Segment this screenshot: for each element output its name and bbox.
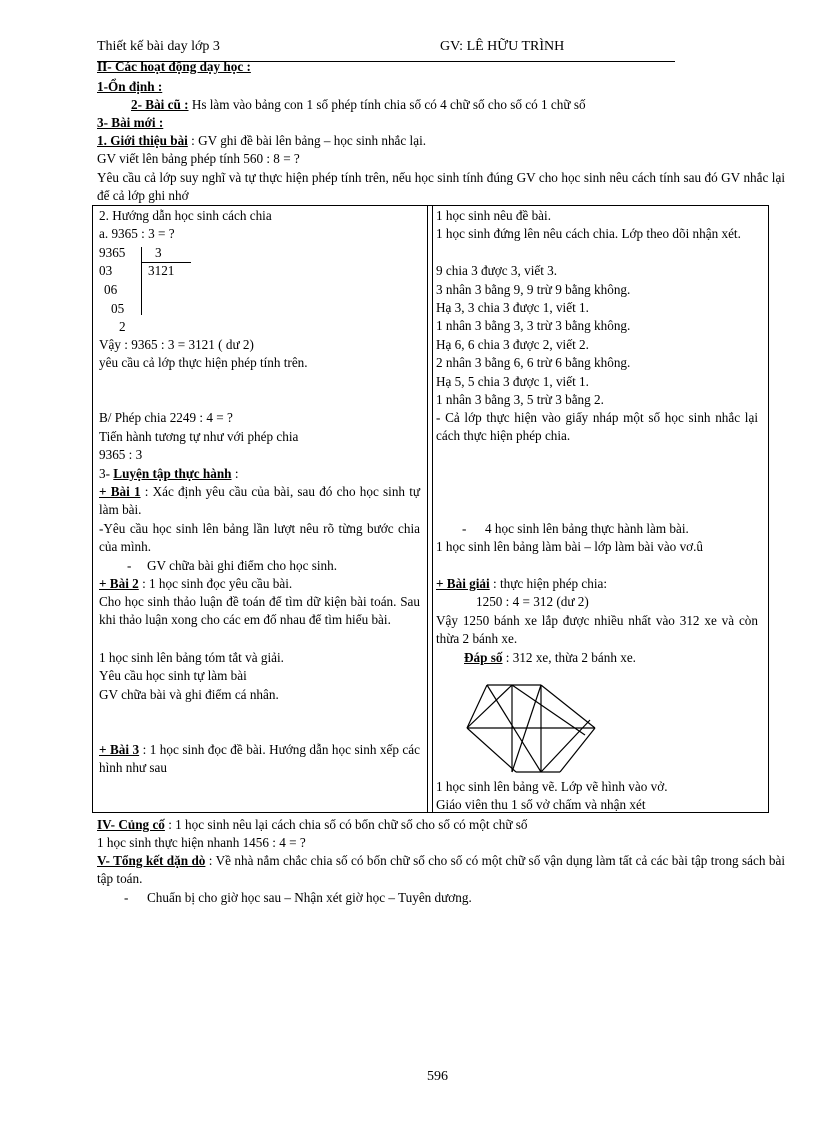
bai-cu-line	[131, 96, 586, 114]
table-divider-right	[432, 206, 433, 812]
r-dap-so-text: : 312 xe, thừa 2 bánh xe.	[502, 650, 636, 665]
r-dap-so-label: Đáp số	[464, 650, 503, 665]
tong-ket-text: : Về nhà nắm chắc chia số có bốn chữ số cho số có một chữ số vận dụng làm tất cả các bài tập trong sách bài tập toán.	[97, 853, 785, 886]
bai-2-b: Cho học sinh thảo luận đề toán để tìm dữ kiện bài toán. Sau khi thảo luận xong cho các em đố nhau để tìm hiểu bài.	[99, 594, 420, 627]
bai-1-text: : Xác định yêu cầu của bài, sau đó cho học sinh tự làm bài.	[99, 484, 421, 517]
figure-left-lower	[467, 728, 516, 772]
tong-ket-label: V- Tổng kết dặn dò	[97, 853, 206, 868]
cung-co-label: IV- Củng cố	[97, 817, 165, 832]
luyen-tap-line	[99, 465, 238, 483]
division-remainder-3: 05	[111, 301, 125, 316]
division-vertical-bar	[141, 247, 142, 315]
r-step-6: 2 nhân 3 bằng 6, 6 trừ 6 bằng không.	[436, 355, 631, 370]
r-calc: 1250 : 4 = 312 (dư 2)	[476, 594, 589, 609]
r-bai-giai	[436, 575, 607, 593]
gv-viet: GV viết lên bảng phép tính 560 : 8 = ?	[97, 151, 300, 166]
tien-hanh-2: 9365 : 3	[99, 447, 143, 462]
phep-chia-b: B/ Phép chia 2249 : 4 = ?	[99, 410, 233, 425]
tong-ket	[97, 852, 785, 888]
bai-3	[99, 741, 420, 777]
bai-3-label: + Bài 3	[99, 742, 140, 757]
bai-cu-label: 2- Bài cũ :	[131, 97, 189, 112]
table-divider-left	[427, 206, 428, 812]
yeu-cau-ca-lop: yêu cầu cả lớp thực hiện phép tính trên.	[99, 355, 308, 370]
header-left: Thiết kế bài day lớp 3	[97, 39, 220, 54]
bai-3-text: : 1 học sinh đọc đề bài. Hướng dẫn học sinh xếp các hình như sau	[99, 742, 420, 775]
r-step-7: Hạ 5, 5 chia 3 được 1, viết 1.	[436, 374, 589, 389]
r-ca-lop: - Cả lớp thực hiện vào giấy nháp một số học sinh nhắc lại cách thực hiện phép chia.	[436, 410, 758, 443]
vay-ket-qua: Vậy : 9365 : 3 = 3121 ( dư 2)	[99, 337, 254, 352]
division-remainder-2: 06	[104, 282, 118, 297]
luyen-tap-suffix: :	[231, 466, 239, 481]
gioi-thieu-line	[97, 132, 426, 150]
header-right: GV: LÊ HỮU TRÌNH	[440, 39, 565, 54]
r-4hs-dash: -	[462, 521, 467, 536]
chuan-bi: Chuẩn bị cho giờ học sau – Nhận xét giờ học – Tuyên dương.	[147, 890, 472, 905]
luyen-tap-prefix: 3-	[99, 466, 114, 481]
gioi-thieu-text: : GV ghi đề bài lên bảng – học sinh nhắc lại.	[187, 133, 427, 148]
r-ve-1: 1 học sinh lên bảng vẽ. Lớp vẽ hình vào vở.	[436, 779, 668, 794]
on-dinh: 1-Ổn định :	[97, 79, 163, 94]
r-step-1: 9 chia 3 được 3, viết 3.	[436, 263, 558, 278]
figure-diagonal-2	[467, 685, 512, 728]
r-step-5: Hạ 6, 6 chia 3 được 2, viết 2.	[436, 337, 589, 352]
huong-dan: 2. Hướng dẫn học sinh cách chia	[99, 208, 272, 223]
bai-2-text: : 1 học sinh đọc yêu cầu bài.	[138, 576, 293, 591]
r-4hs: 4 học sinh lên bảng thực hành làm bài.	[485, 521, 689, 536]
page-number: 596	[427, 1069, 448, 1084]
cung-co	[97, 816, 528, 834]
bai-1-c: GV chữa bài ghi điểm cho học sinh.	[147, 558, 338, 573]
bai-1-c-dash: -	[127, 558, 132, 573]
division-quotient: 3121	[148, 263, 175, 278]
r-step-3: Hạ 3, 3 chia 3 được 1, viết 1.	[436, 300, 589, 315]
r-step-2: 3 nhân 3 bằng 9, 9 trừ 9 bằng không.	[436, 282, 631, 297]
division-remainder-1: 03	[99, 263, 113, 278]
division-divisor: 3	[155, 245, 162, 260]
bai-2-c: 1 học sinh lên bảng tóm tắt và giải.	[99, 650, 284, 665]
r-dap-so	[464, 649, 636, 667]
r-step-8: 1 nhân 3 bằng 3, 5 trừ 3 bằng 2.	[436, 392, 604, 407]
bai-2-e: GV chữa bài và ghi điểm cá nhân.	[99, 687, 279, 702]
bai-cu-text: Hs làm vào bảng con 1 số phép tính chia số có 4 chữ số cho số có 1 chữ số	[188, 97, 586, 112]
luyen-tap-label: Luyện tập thực hành	[113, 466, 232, 481]
tien-hanh: Tiến hành tương tự như với phép chia	[99, 429, 299, 444]
triangle-arrangement-figure	[465, 680, 600, 780]
yeu-cau-paragraph: Yêu cầu cả lớp suy nghĩ và tự thực hiện phép tính trên, nếu học sinh tính đúng GV cho học sinh nêu cách tính sau đó GV nhắc lại để cả lớp ghi nhớ	[97, 170, 785, 203]
cung-co-text: : 1 học sinh nêu lại cách chia số có bốn chữ số cho số có một chữ số	[164, 817, 528, 832]
r-dung-len: 1 học sinh đứng lên nêu cách chia. Lớp theo dõi nhận xét.	[436, 226, 741, 241]
bai-2-d: Yêu cầu học sinh tự làm bài	[99, 668, 247, 683]
bai-1-label: + Bài 1	[99, 484, 141, 499]
figure-left-upper	[467, 685, 487, 728]
figure-right-lower	[560, 728, 595, 772]
division-remainder-4: 2	[119, 319, 126, 334]
r-bai-giai-text: : thực hiện phép chia:	[489, 576, 608, 591]
phep-tinh-a: a. 9365 : 3 = ?	[99, 226, 175, 241]
bai-2-label: + Bài 2	[99, 576, 139, 591]
section-title: II- Các hoạt động dạy học :	[97, 59, 251, 74]
bai-2	[99, 575, 292, 593]
r-nhu-de: 1 học sinh nêu đề bài.	[436, 208, 551, 223]
chuan-bi-dash: -	[124, 890, 129, 905]
bai-1	[99, 483, 420, 519]
r-bai-giai-label: + Bài giải	[436, 576, 490, 591]
thuc-hien-nhanh: 1 học sinh thực hiện nhanh 1456 : 4 = ?	[97, 835, 306, 850]
r-step-4: 1 nhân 3 bằng 3, 3 trừ 3 bằng không.	[436, 318, 631, 333]
figure-right-upper	[541, 685, 595, 728]
division-dividend: 9365	[99, 245, 126, 260]
r-ve-2: Giáo viên thu 1 số vở chấm và nhận xét	[436, 797, 646, 812]
bai-1-b: -Yêu cầu học sinh lên bảng lần lượt nêu rõ từng bước chia của mình.	[99, 521, 420, 554]
r-vay-1250: Vậy 1250 bánh xe lắp được nhiều nhất vào 312 xe và còn thừa 2 bánh xe.	[436, 613, 758, 646]
gioi-thieu-label: 1. Giới thiệu bài	[97, 133, 188, 148]
r-1hs-bang: 1 học sinh lên bảng làm bài – lớp làm bài vào vơ.û	[436, 539, 704, 554]
bai-moi: 3- Bài mới :	[97, 115, 164, 130]
